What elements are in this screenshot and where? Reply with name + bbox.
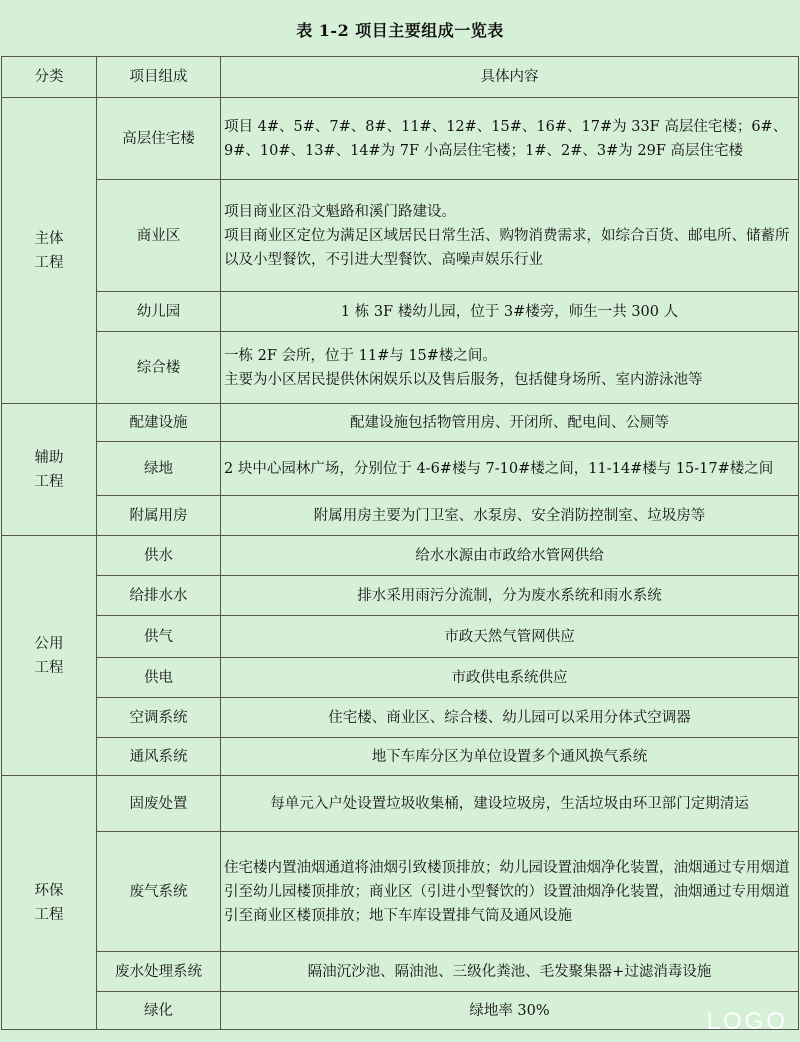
content-cell: 地下车库分区为单位设置多个通风换气系统 (221, 738, 799, 776)
component-cell: 供电 (97, 658, 221, 698)
table-title: 表 1-2 项目主要组成一览表 (296, 21, 504, 40)
project-composition-table (1, 56, 799, 1030)
table-row (2, 616, 799, 658)
table-row (2, 776, 799, 832)
component-cell: 商业区 (97, 180, 221, 292)
table-row (2, 832, 799, 952)
content-cell: 一栋 2F 会所，位于 11#与 15#楼之间。 主要为小区居民提供休闲娱乐以及售后服务，包括健身场所、室内游泳池等 (221, 332, 799, 404)
table-row (2, 536, 799, 576)
component-cell: 配建设施 (97, 404, 221, 442)
component-cell: 幼儿园 (97, 292, 221, 332)
component-cell: 通风系统 (97, 738, 221, 776)
content-cell: 每单元入户处设置垃圾收集桶，建设垃圾房，生活垃圾由环卫部门定期清运 (221, 776, 799, 832)
content-cell: 住宅楼、商业区、综合楼、幼儿园可以采用分体式空调器 (221, 698, 799, 738)
content-cell: 住宅楼内置油烟通道将油烟引致楼顶排放；幼儿园设置油烟净化装置，油烟通过专用烟道引至幼儿园楼顶排放；商业区（引进小型餐饮的）设置油烟净化装置，油烟通过专用烟道引至商业区楼顶排放；地下车库设置排气筒及通风设施 (221, 832, 799, 952)
table-row (2, 952, 799, 992)
table-row (2, 496, 799, 536)
logo-watermark: LOGO (706, 1008, 788, 1035)
table-row (2, 442, 799, 496)
category-cell: 公用 工程 (2, 536, 97, 776)
table-row (2, 292, 799, 332)
component-cell: 供气 (97, 616, 221, 658)
table-row (2, 332, 799, 404)
component-cell: 固废处置 (97, 776, 221, 832)
component-cell: 绿地 (97, 442, 221, 496)
component-cell: 绿化 (97, 992, 221, 1030)
content-cell: 排水采用雨污分流制，分为废水系统和雨水系统 (221, 576, 799, 616)
table-row (2, 738, 799, 776)
header-category: 分类 (2, 57, 97, 98)
content-cell: 附属用房主要为门卫室、水泵房、安全消防控制室、垃圾房等 (221, 496, 799, 536)
table-row (2, 658, 799, 698)
content-cell: 隔油沉沙池、隔油池、三级化粪池、毛发聚集器+过滤消毒设施 (221, 952, 799, 992)
category-cell: 环保 工程 (2, 776, 97, 1030)
category-cell: 辅助 工程 (2, 404, 97, 536)
table-row (2, 404, 799, 442)
component-cell: 供水 (97, 536, 221, 576)
content-cell: 项目商业区沿文魁路和溪门路建设。 项目商业区定位为满足区域居民日常生活、购物消费需求，如综合百货、邮电所、储蓄所以及小型餐饮，不引进大型餐饮、高噪声娱乐行业 (221, 180, 799, 292)
component-cell: 综合楼 (97, 332, 221, 404)
header-component: 项目组成 (97, 57, 221, 98)
header-content: 具体内容 (221, 57, 799, 98)
content-cell: 配建设施包括物管用房、开闭所、配电间、公厕等 (221, 404, 799, 442)
component-cell: 废气系统 (97, 832, 221, 952)
table-row (2, 98, 799, 180)
content-cell: 给水水源由市政给水管网供给 (221, 536, 799, 576)
table-row (2, 698, 799, 738)
content-cell: 市政供电系统供应 (221, 658, 799, 698)
content-cell: 2 块中心园林广场，分别位于 4-6#楼与 7-10#楼之间，11-14#楼与 15-17#楼之间 (221, 442, 799, 496)
component-cell: 附属用房 (97, 496, 221, 536)
component-cell: 空调系统 (97, 698, 221, 738)
table-row (2, 180, 799, 292)
content-cell: 市政天然气管网供应 (221, 616, 799, 658)
component-cell: 废水处理系统 (97, 952, 221, 992)
table-row (2, 992, 799, 1030)
component-cell: 高层住宅楼 (97, 98, 221, 180)
category-cell: 主体 工程 (2, 98, 97, 404)
content-cell: 项目 4#、5#、7#、8#、11#、12#、15#、16#、17#为 33F 高层住宅楼；6#、9#、10#、13#、14#为 7F 小高层住宅楼；1#、2#、3#为 29F 高层住宅楼 (221, 98, 799, 180)
content-cell: 1 栋 3F 楼幼儿园，位于 3#楼旁，师生一共 300 人 (221, 292, 799, 332)
header-row (2, 57, 799, 98)
content-cell: 绿地率 30% (221, 992, 799, 1030)
table-row (2, 576, 799, 616)
component-cell: 给排水水 (97, 576, 221, 616)
